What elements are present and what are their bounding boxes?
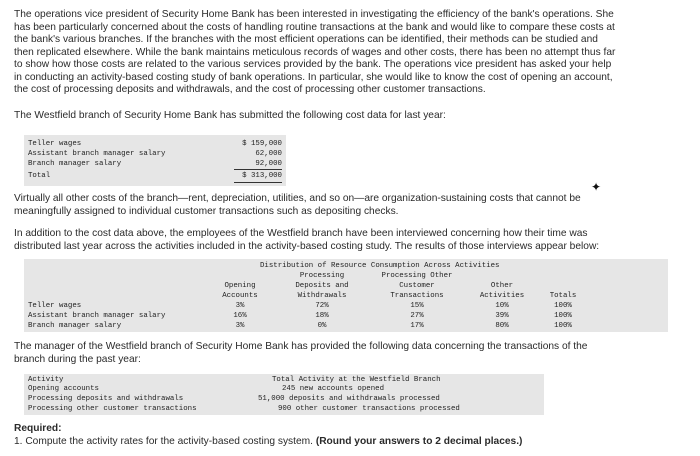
- header-line: Activities: [479, 292, 525, 300]
- value-cell: 10%: [495, 302, 509, 310]
- value-cell: 72%: [315, 302, 329, 310]
- required-item: [14, 436, 522, 449]
- value-cell: 100%: [554, 302, 572, 310]
- activity-name: Processing other customer transactions: [28, 405, 197, 413]
- value-cell: 100%: [554, 312, 572, 320]
- other-costs-line: meaningfully assigned to individual customer transactions such as depositing checks.: [14, 205, 399, 217]
- intro-line: The operations vice president of Security Home Bank has been interested in investigating the efficiency of the bank's operations. She: [14, 9, 614, 20]
- cost-label: Total: [28, 172, 51, 180]
- header-line: Processing: [299, 272, 345, 280]
- intro-line: then replicated elsewhere. While the bank maintains meticulous records of wages and other costs, there has been no attempt thus far: [14, 46, 616, 58]
- activity-total: 900 other customer transactions processed: [278, 405, 460, 413]
- interview-paragraph: [14, 228, 634, 253]
- other-costs-line: Virtually all other costs of the branch—rent, depreciation, utilities, and so on—are organization-sustaining costs that cannot be: [14, 193, 581, 204]
- required-heading: Required:: [14, 423, 62, 434]
- intro-line: the cost of processing deposits and withdrawals, and the cost of processing other customer transactions.: [14, 84, 486, 95]
- distribution-row-label: Assistant branch manager salary: [28, 312, 166, 320]
- intro-line: the bank's various branches. If the branches with the most efficient operations can be identified, their methods can be studied and: [14, 34, 598, 45]
- cost-row: [28, 159, 282, 169]
- value-cell: 17%: [410, 322, 424, 330]
- header-line: Other: [490, 282, 514, 290]
- activity-table: [24, 374, 544, 415]
- required-item-text: 1. Compute the activity rates for the activity-based costing system.: [14, 435, 313, 447]
- distribution-row-label: Branch manager salary: [28, 322, 122, 330]
- header-other-transactions: [372, 271, 462, 301]
- cost-label: Branch manager salary: [28, 160, 122, 168]
- value-cell: 16%: [233, 312, 247, 320]
- header-line: Withdrawals: [297, 292, 347, 300]
- header-other-activities: [472, 281, 532, 301]
- activity-name: Opening accounts: [28, 385, 99, 393]
- header-line: Processing Other: [381, 272, 453, 280]
- intro-paragraph: [14, 9, 686, 97]
- required-section: [14, 423, 522, 448]
- total-rule: [234, 182, 282, 183]
- value-cell: 0%: [317, 322, 327, 330]
- rounding-instruction: (Round your answers to 2 decimal places.): [315, 435, 523, 447]
- value-cell: 15%: [410, 302, 424, 310]
- value-cell: 80%: [495, 322, 509, 330]
- cost-amount: $ 159,000: [242, 140, 282, 148]
- other-costs-paragraph: [14, 193, 614, 218]
- cost-row: [28, 139, 282, 149]
- cost-row: [28, 149, 282, 159]
- value-cell: 100%: [554, 322, 572, 330]
- activity-header: Activity: [28, 376, 64, 384]
- cost-amount: 62,000: [255, 150, 282, 158]
- intro-line: to show how those costs are related to the various services provided by the bank. The operations vice president has asked your help: [14, 59, 612, 70]
- subtotal-rule: [234, 169, 282, 170]
- cost-total-row: [28, 171, 282, 181]
- header-deposits: [282, 271, 362, 301]
- distribution-title: Distribution of Resource Consumption Across Activities: [260, 262, 500, 270]
- header-line: Transactions: [390, 292, 444, 300]
- cost-data-table: [24, 135, 286, 186]
- cost-label: Teller wages: [28, 140, 82, 148]
- value-cell: 18%: [315, 312, 329, 320]
- cost-amount: $ 313,000: [242, 172, 282, 180]
- manager-paragraph: [14, 341, 624, 366]
- intro-line: has been particularly concerned about the costs of handling routine transactions at the bank and would like to compare these costs at: [14, 21, 615, 33]
- interview-line: distributed last year across the activities included in the activity-based costing study. The results of those interviews appear below:: [14, 240, 600, 252]
- value-cell: 3%: [235, 302, 245, 310]
- interview-line: In addition to the cost data above, the employees of the Westfield branch have been interviewed concerning how their time was: [14, 228, 588, 239]
- value-cell: 3%: [235, 322, 245, 330]
- cost-label: Assistant branch manager salary: [28, 150, 166, 158]
- intro-line: in conducting an activity-based costing study of bank operations. In particular, she would like to know the cost of opening an account,: [14, 71, 613, 83]
- cost-amount: 92,000: [255, 160, 282, 168]
- cursor-icon: ✦: [591, 180, 602, 194]
- header-line: Customer: [399, 282, 435, 290]
- manager-line: branch during the past year:: [14, 353, 141, 365]
- activity-name: Processing deposits and withdrawals: [28, 395, 184, 403]
- header-line: Accounts: [222, 292, 258, 300]
- activity-total: 51,000 deposits and withdrawals processed: [258, 395, 440, 403]
- total-activity-header: Total Activity at the Westfield Branch: [272, 376, 441, 384]
- header-totals: Totals: [549, 292, 577, 300]
- distribution-row-label: Teller wages: [28, 302, 82, 310]
- header-line: Deposits and: [295, 282, 349, 290]
- value-cell: 39%: [495, 312, 509, 320]
- distribution-table: [24, 259, 668, 332]
- value-cell: 27%: [410, 312, 424, 320]
- activity-total: 245 new accounts opened: [282, 385, 385, 393]
- header-opening: [214, 281, 266, 301]
- header-line: Opening: [224, 282, 256, 290]
- manager-line: The manager of the Westfield branch of Security Home Bank has provided the following data concerning the transactions of the: [14, 341, 588, 352]
- cost-data-intro: The Westfield branch of Security Home Bank has submitted the following cost data for last year:: [14, 110, 446, 121]
